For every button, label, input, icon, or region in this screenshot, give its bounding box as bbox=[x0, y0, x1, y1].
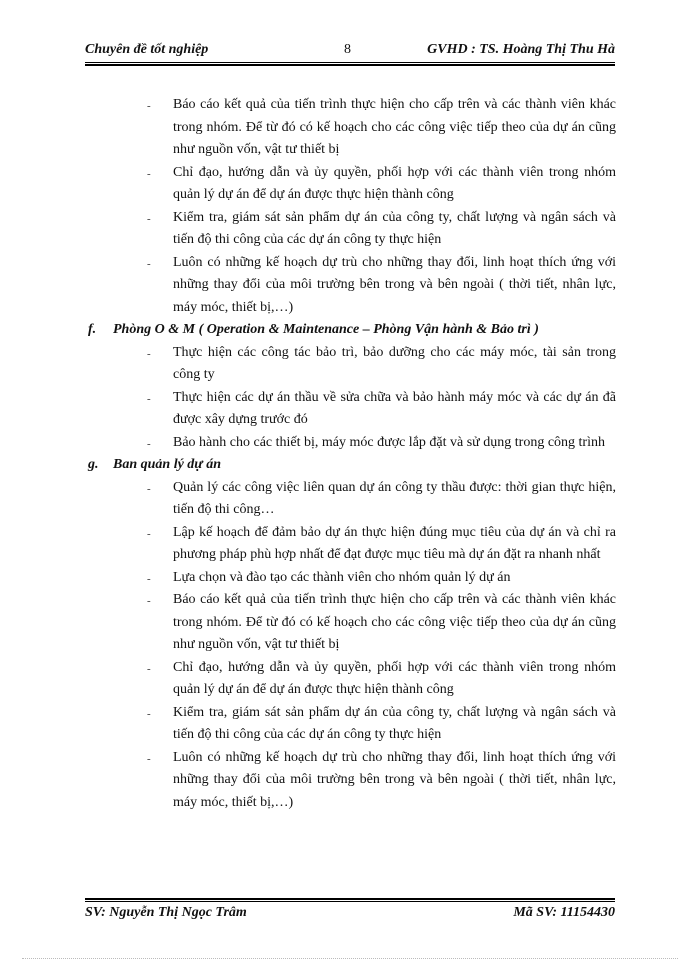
list-item-text: Lập kế hoạch để đảm bảo dự án thực hiện đúng mục tiêu của dự án và chỉ ra phương pháp phù hợp nhất để đạt được mục tiêu mà dự án đặt ra nhanh nhất bbox=[173, 524, 616, 562]
list-item bbox=[147, 94, 616, 162]
bullet-marker: - bbox=[147, 572, 151, 585]
list-item-text: Chỉ đạo, hướng dẫn và ủy quyền, phối hợp với các thành viên trong nhóm quản lý dự án để dự án được thực hiện thành công bbox=[173, 659, 616, 697]
list-item-text: Bảo hành cho các thiết bị, máy móc được lắp đặt và sử dụng trong công trình bbox=[173, 434, 605, 450]
bullet-marker: - bbox=[147, 707, 151, 720]
list-item-text: Báo cáo kết quả của tiến trình thực hiện cho cấp trên và các thành viên khác trong nhóm. Để từ đó có kế hoạch cho các công việc tiếp theo của dự án cũng như nguồn vốn, vật tư thiết bị bbox=[173, 592, 616, 652]
list-item bbox=[147, 589, 616, 657]
footer-student-name: SV: Nguyễn Thị Ngọc Trâm bbox=[85, 905, 247, 920]
list-item bbox=[147, 387, 616, 432]
list-item-text: Quản lý các công việc liên quan dự án công ty thầu được: thời gian thực hiện, tiến độ thi công… bbox=[173, 479, 616, 517]
list-item bbox=[147, 702, 616, 747]
bullet-marker: - bbox=[147, 392, 151, 405]
page-footer bbox=[85, 905, 615, 927]
list-item-text: Luôn có những kế hoạch dự trù cho những thay đổi, linh hoạt thích ứng với những thay đổi của môi trường bên trong và bên ngoài ( thời tiết, nhân lực, máy móc, thiết bị,…) bbox=[173, 254, 616, 315]
list-item-text: Kiểm tra, giám sát sản phẩm dự án của công ty, chất lượng và ngân sách và tiến độ thi công của các dự án công ty thực hiện bbox=[173, 704, 616, 742]
section-letter: f. bbox=[88, 322, 97, 337]
list-item bbox=[147, 567, 616, 590]
bullet-marker: - bbox=[147, 212, 151, 225]
list-item-text: Chỉ đạo, hướng dẫn và ủy quyền, phối hợp với các thành viên trong nhóm quản lý dự án để dự án được thực hiện thành công bbox=[173, 164, 616, 202]
bullet-marker: - bbox=[147, 100, 151, 112]
list-item bbox=[147, 747, 616, 815]
section-title: Ban quản lý dự án bbox=[113, 457, 221, 472]
list-item-text: Luôn có những kế hoạch dự trù cho những thay đổi, linh hoạt thích ứng với những thay đổi của môi trường bên trong và bên ngoài ( thời tiết, nhân lực, máy móc, thiết bị,…) bbox=[173, 749, 616, 810]
bullet-marker: - bbox=[147, 257, 151, 270]
list-item bbox=[147, 342, 616, 387]
bullet-marker: - bbox=[147, 527, 151, 540]
list-item-text: Lựa chọn và đào tạo các thành viên cho nhóm quản lý dự án bbox=[173, 569, 511, 585]
page-number: 8 bbox=[344, 42, 351, 57]
header-rule bbox=[85, 62, 615, 63]
section-heading-g bbox=[88, 454, 618, 477]
bullet-marker: - bbox=[147, 347, 151, 360]
list-item-text: Kiểm tra, giám sát sản phẩm dự án của công ty, chất lượng và ngân sách và tiến độ thi công của các dự án công ty thực hiện bbox=[173, 209, 616, 247]
footer-rule bbox=[85, 901, 615, 902]
list-item-text: Báo cáo kết quả của tiến trình thực hiện cho cấp trên và các thành viên khác trong nhóm. Để từ đó có kế hoạch cho các công việc tiếp theo của dự án cũng như nguồn vốn, vật tư thiết bị bbox=[173, 97, 616, 157]
footer-rule-thick bbox=[85, 898, 615, 900]
bullet-marker: - bbox=[147, 662, 151, 675]
bullet-marker: - bbox=[147, 482, 151, 495]
list-item bbox=[147, 522, 616, 567]
page-boundary bbox=[22, 958, 678, 959]
bullet-marker: - bbox=[147, 437, 151, 450]
header-thesis-title: Chuyên đề tốt nghiệp bbox=[85, 42, 209, 57]
list-item-text: Thực hiện các công tác bảo trì, bảo dưỡng cho các máy móc, tài sản trong công ty bbox=[173, 344, 616, 382]
list-item bbox=[147, 432, 616, 455]
section-letter: g. bbox=[88, 457, 99, 472]
list-item bbox=[147, 207, 616, 252]
list-item bbox=[147, 657, 616, 702]
footer-student-id: Mã SV: 11154430 bbox=[513, 905, 615, 920]
list-item bbox=[147, 252, 616, 320]
header-rule-thick bbox=[85, 64, 615, 66]
list-item-text: Thực hiện các dự án thầu về sửa chữa và bảo hành máy móc và các dự án đã được xây dựng trước đó bbox=[173, 389, 616, 427]
section-heading-f bbox=[88, 319, 618, 342]
section-title: Phòng O & M ( Operation & Maintenance – Phòng Vận hành & Bảo trì ) bbox=[113, 322, 539, 337]
header-supervisor: GVHD : TS. Hoàng Thị Thu Hà bbox=[427, 42, 615, 57]
page-header bbox=[85, 42, 615, 64]
page-body bbox=[0, 94, 700, 814]
bullet-marker: - bbox=[147, 595, 151, 607]
list-item bbox=[147, 477, 616, 522]
list-item bbox=[147, 162, 616, 207]
bullet-marker: - bbox=[147, 752, 151, 765]
bullet-marker: - bbox=[147, 167, 151, 180]
